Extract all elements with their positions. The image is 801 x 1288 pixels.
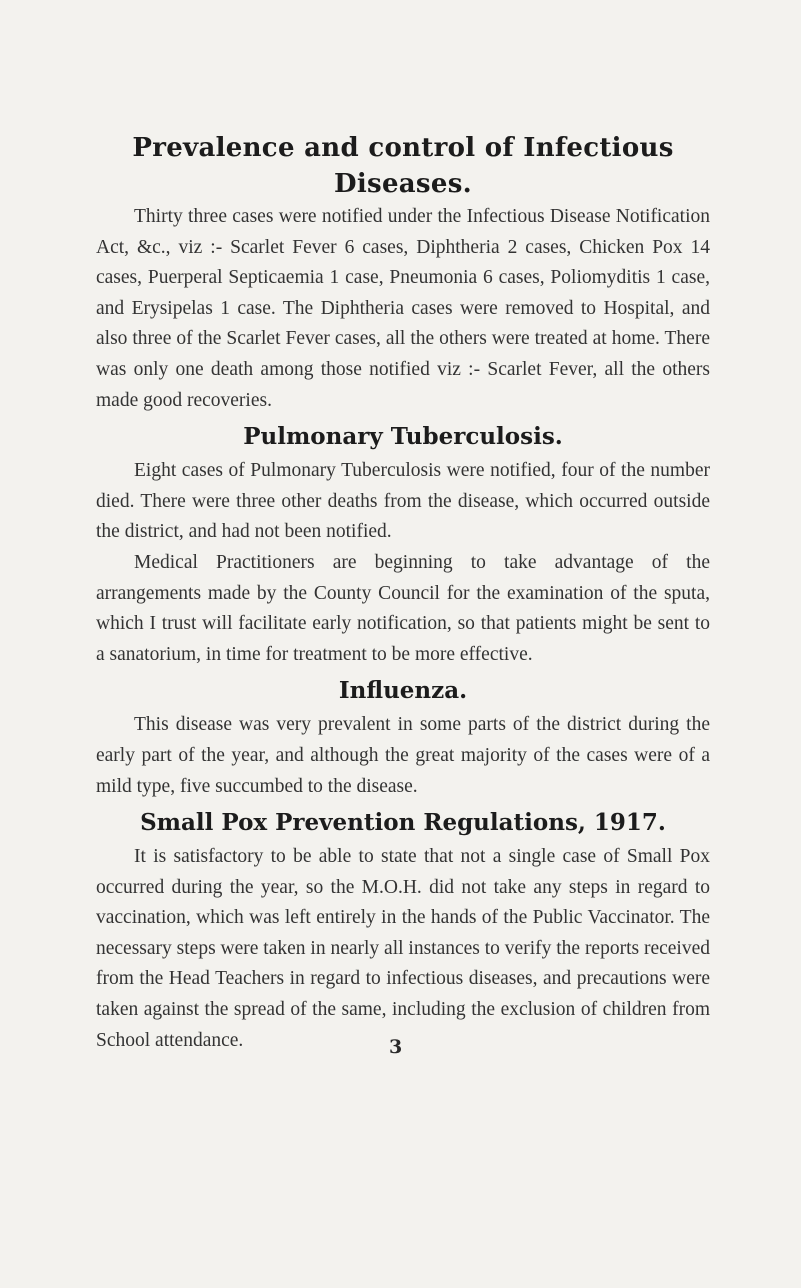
page-number: 3: [389, 1036, 403, 1058]
paragraph-smallpox: It is satisfactory to be able to state that not a single case of Small Pox occurred during the year, so the M.O.H. did not take any steps in regard to vaccination, which was left entirely in the hands of the Public Vaccinator. The necessary steps were taken in nearly all instances to verify the reports received from the Head Teachers in regard to infectious diseases, and precautions were taken against the spread of the same, including the exclusion of children from School attendance.: [96, 846, 710, 1051]
heading-influenza: Influenza.: [338, 677, 468, 705]
heading-prevalence: Prevalence and control of Infectious Diseases.: [132, 133, 674, 199]
heading-tuberculosis: Pulmonary Tuberculosis.: [243, 423, 563, 451]
paragraph-tuberculosis-1: Eight cases of Pulmonary Tuberculosis were notified, four of the number died. There were three other deaths from the disease, which occurred outside the district, and had not been notified.: [96, 460, 710, 543]
paragraph-influenza: This disease was very prevalent in some parts of the district during the early part of the year, and although the great majority of the cases were of a mild type, five succumbed to the disease.: [96, 714, 710, 797]
paragraph-tuberculosis-2: Medical Practitioners are beginning to take advantage of the arrangements made by the County Council for the examination of the sputa, which I trust will facilitate early notification, so that patients might be sent to a sanatorium, in time for treatment to be more effective.: [96, 551, 710, 665]
page-content: [96, 130, 710, 1056]
heading-smallpox: Small Pox Prevention Regulations, 1917.: [140, 809, 666, 837]
paragraph-prevalence: Thirty three cases were notified under the Infectious Disease Notification Act, &c., viz :- Scarlet Fever 6 cases, Diphtheria 2 cases, Chicken Pox 14 cases, Puerperal Septicaemia 1 case, Pneumonia 6 cases, Poliomyditis 1 case, and Erysipelas 1 case. The Diphtheria cases were removed to Hospital, and also three of the Scarlet Fever cases, all the others were treated at home. There was only one death among those notified viz :- Scarlet Fever, all the others made good recoveries.: [96, 206, 710, 411]
